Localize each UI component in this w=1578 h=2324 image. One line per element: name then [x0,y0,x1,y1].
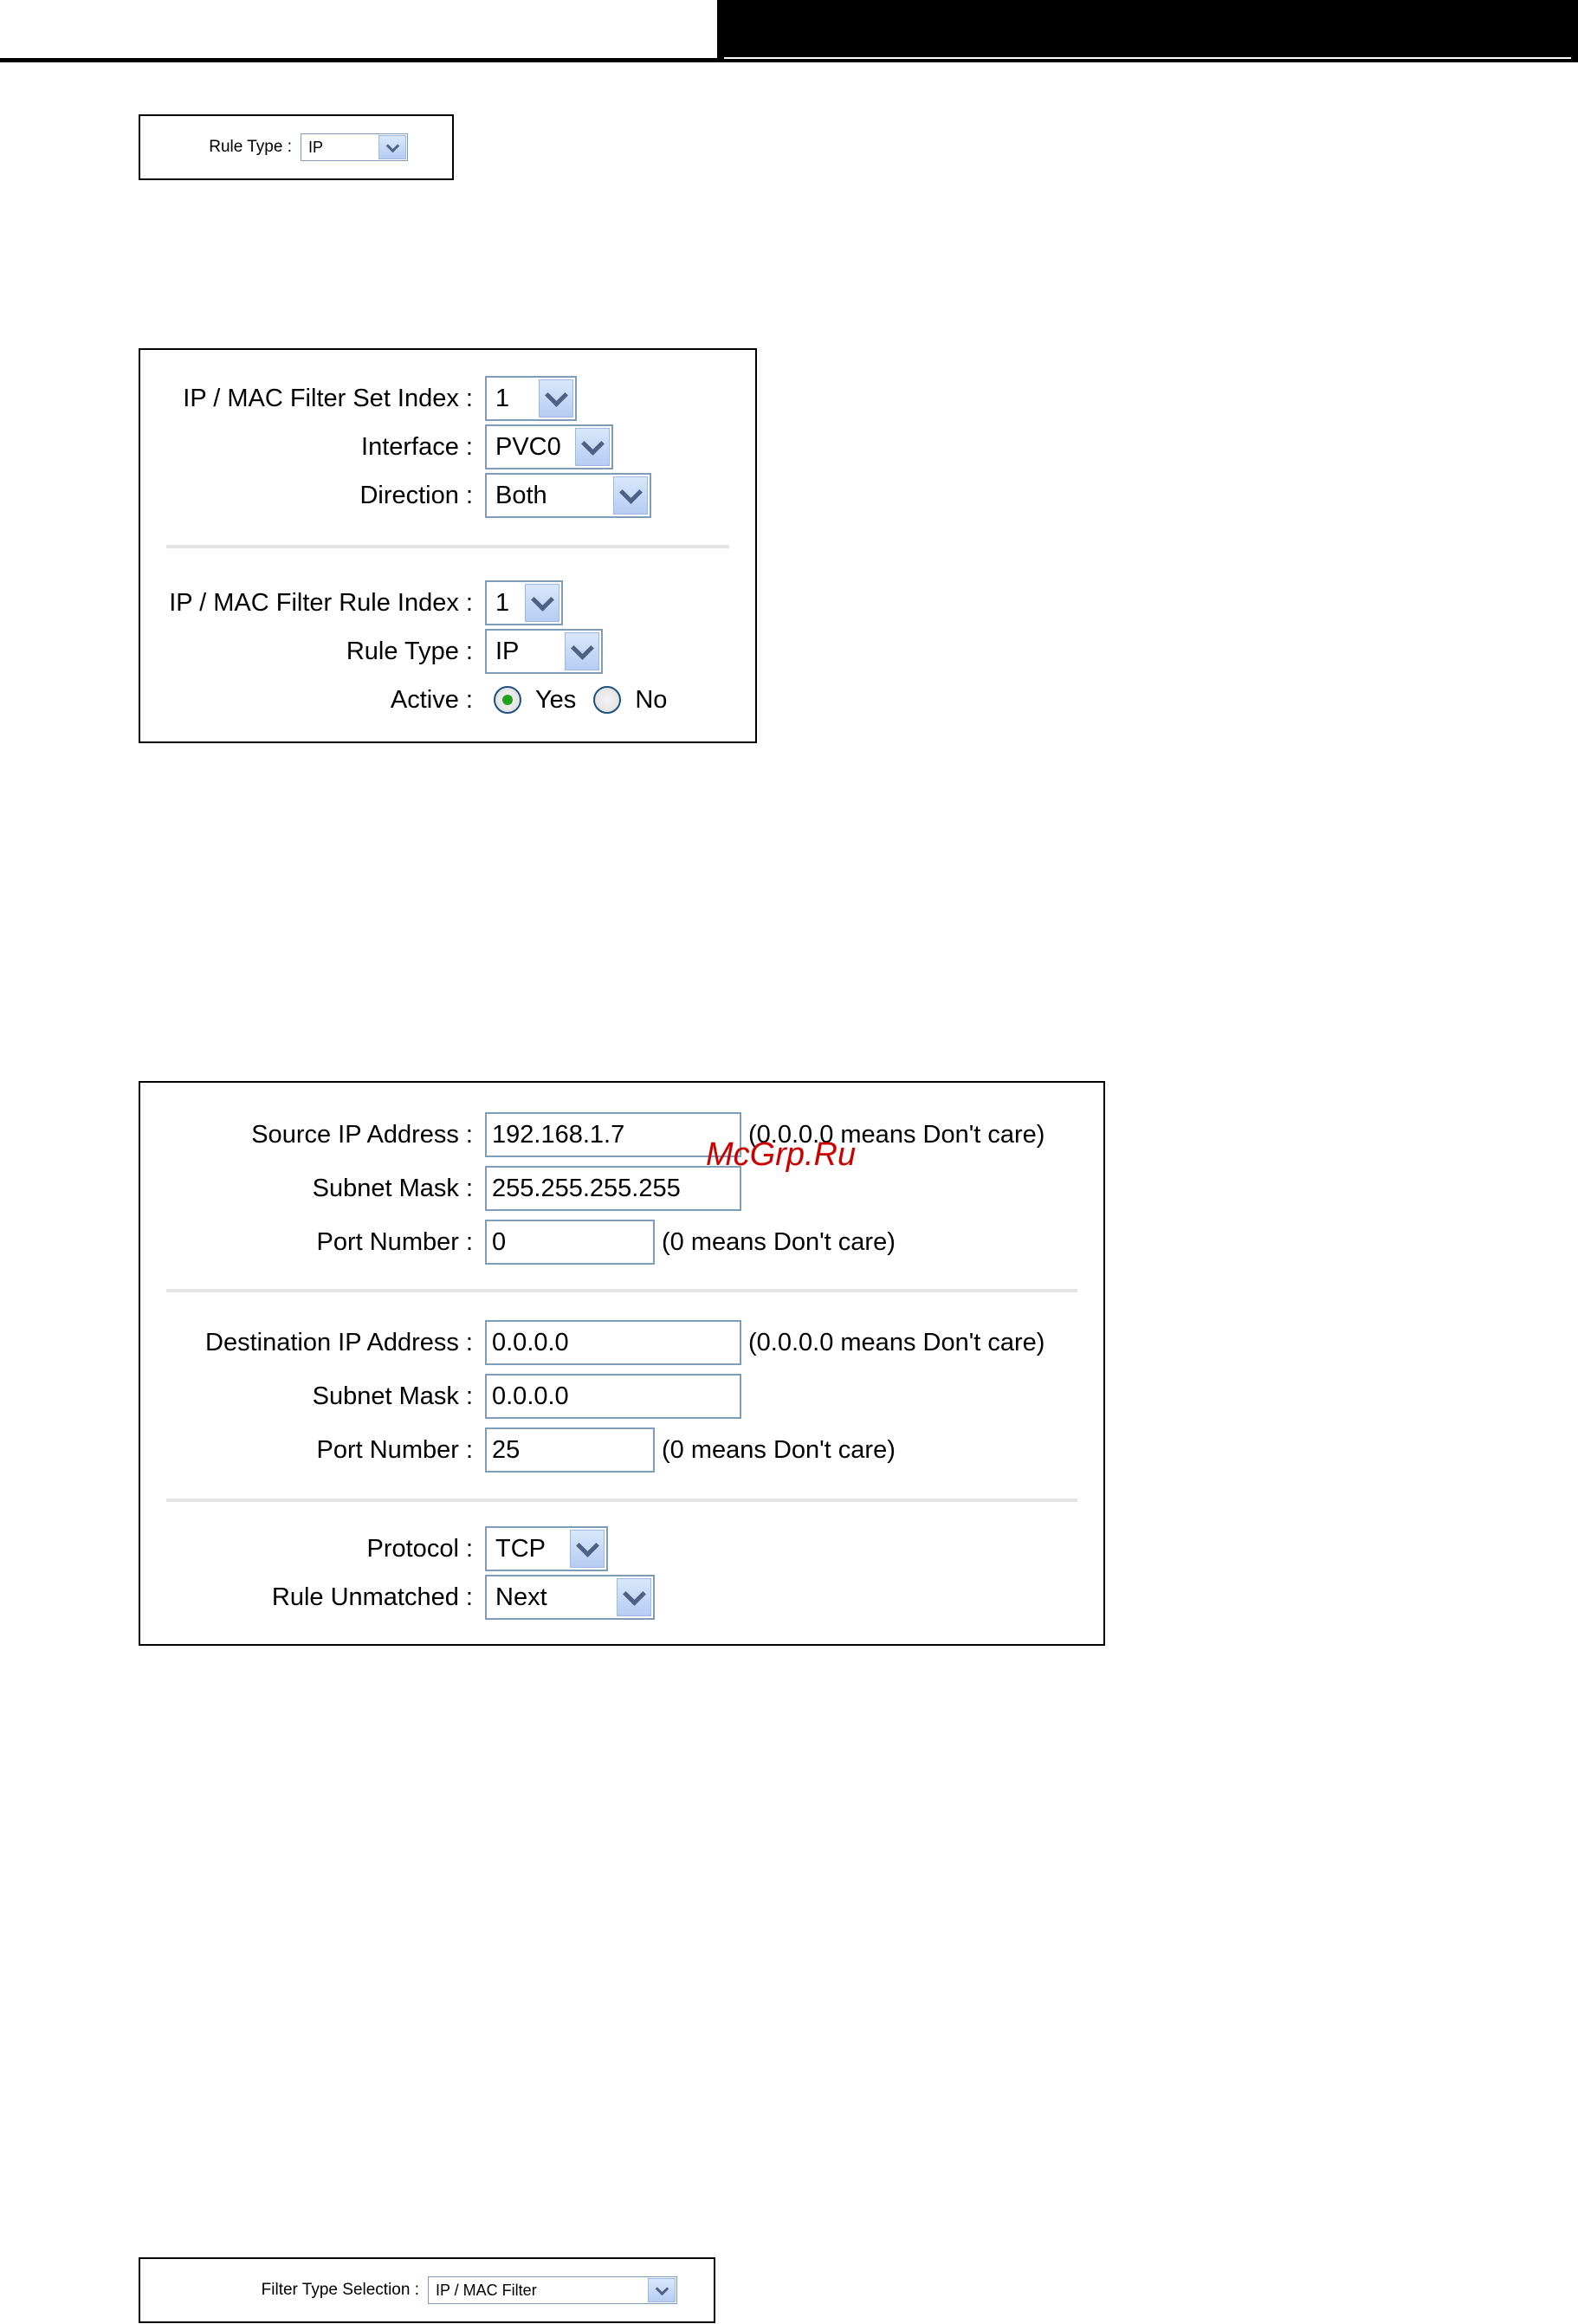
destination-port-label: Port Number : [316,1435,473,1464]
source-port-hint: (0 means Don't care) [662,1227,896,1256]
rule-unmatched-value: Next [495,1583,547,1611]
rule-index-select[interactable] [485,580,563,625]
chevron-down-icon [655,2282,669,2295]
source-port-label: Port Number : [316,1227,473,1256]
dropdown-button[interactable] [570,1530,605,1568]
active-no-radio[interactable] [593,686,621,714]
rule-type-label: Rule Type : [209,138,292,156]
interface-label: Interface : [361,432,473,461]
address-panel [139,1081,1105,1646]
dropdown-button[interactable] [539,379,573,418]
chevron-down-icon [545,384,568,407]
rule-type-value: IP [495,637,520,665]
header-bar [717,0,1578,62]
rule-index-value: 1 [495,588,510,617]
dropdown-button[interactable] [648,2278,676,2302]
source-port-input[interactable] [485,1220,655,1265]
chevron-down-icon [623,1583,646,1606]
watermark: McGrp.Ru [706,1136,857,1173]
active-yes-radio[interactable] [494,686,521,714]
filter-type-select[interactable] [428,2276,677,2304]
section-divider [166,545,729,548]
dropdown-button[interactable] [525,584,559,622]
chevron-down-icon [619,481,643,504]
destination-ip-label: Destination IP Address : [205,1328,473,1356]
rule-type-label: Rule Type : [346,637,473,665]
chevron-down-icon [576,1534,599,1557]
set-index-select[interactable] [485,376,577,421]
dropdown-button[interactable] [575,428,610,466]
source-mask-input[interactable] [485,1166,741,1211]
rule-unmatched-select[interactable] [485,1575,655,1620]
chevron-down-icon [385,139,399,152]
protocol-value: TCP [495,1534,546,1563]
direction-label: Direction : [359,481,473,509]
direction-value: Both [495,481,547,509]
rule-type-select[interactable] [301,133,408,161]
rule-type-select[interactable] [485,629,603,674]
active-yes-label: Yes [535,685,577,714]
rule-type-value: IP [308,138,324,156]
filter-set-panel [139,348,757,743]
protocol-select[interactable] [485,1526,608,1571]
direction-select[interactable] [485,473,651,518]
destination-ip-hint: (0.0.0.0 means Don't care) [748,1328,1045,1356]
section-divider [166,1289,1077,1292]
rule-unmatched-label: Rule Unmatched : [271,1583,473,1611]
destination-port-hint: (0 means Don't care) [662,1435,896,1464]
chevron-down-icon [571,637,594,660]
source-mask-label: Subnet Mask : [312,1174,473,1202]
section-divider [166,1499,1077,1502]
dropdown-button[interactable] [378,135,406,159]
destination-mask-label: Subnet Mask : [312,1382,473,1410]
set-index-label: IP / MAC Filter Set Index : [183,384,473,412]
interface-value: PVC0 [495,432,561,461]
dropdown-button[interactable] [613,476,648,515]
dropdown-button[interactable] [565,632,599,670]
set-index-value: 1 [495,384,510,412]
active-label: Active : [390,685,473,714]
destination-port-input[interactable] [485,1427,655,1473]
dropdown-button[interactable] [617,1578,651,1616]
source-ip-label: Source IP Address : [251,1120,473,1149]
rule-type-panel [139,114,454,180]
filter-type-value: IP / MAC Filter [436,2281,537,2299]
chevron-down-icon [581,432,605,456]
radio-selected-dot [502,695,513,705]
filter-type-label: Filter Type Selection : [261,2281,419,2299]
interface-select[interactable] [485,424,613,469]
chevron-down-icon [531,588,554,612]
rule-index-label: IP / MAC Filter Rule Index : [169,588,473,617]
source-ip-hint: (0.0.0.0 means Don't care) [748,1120,1045,1149]
filter-type-panel [139,2257,715,2323]
destination-mask-input[interactable] [485,1374,741,1419]
source-ip-input[interactable] [485,1112,741,1157]
protocol-label: Protocol : [366,1534,473,1563]
destination-ip-input[interactable] [485,1320,741,1365]
active-no-label: No [635,685,668,714]
